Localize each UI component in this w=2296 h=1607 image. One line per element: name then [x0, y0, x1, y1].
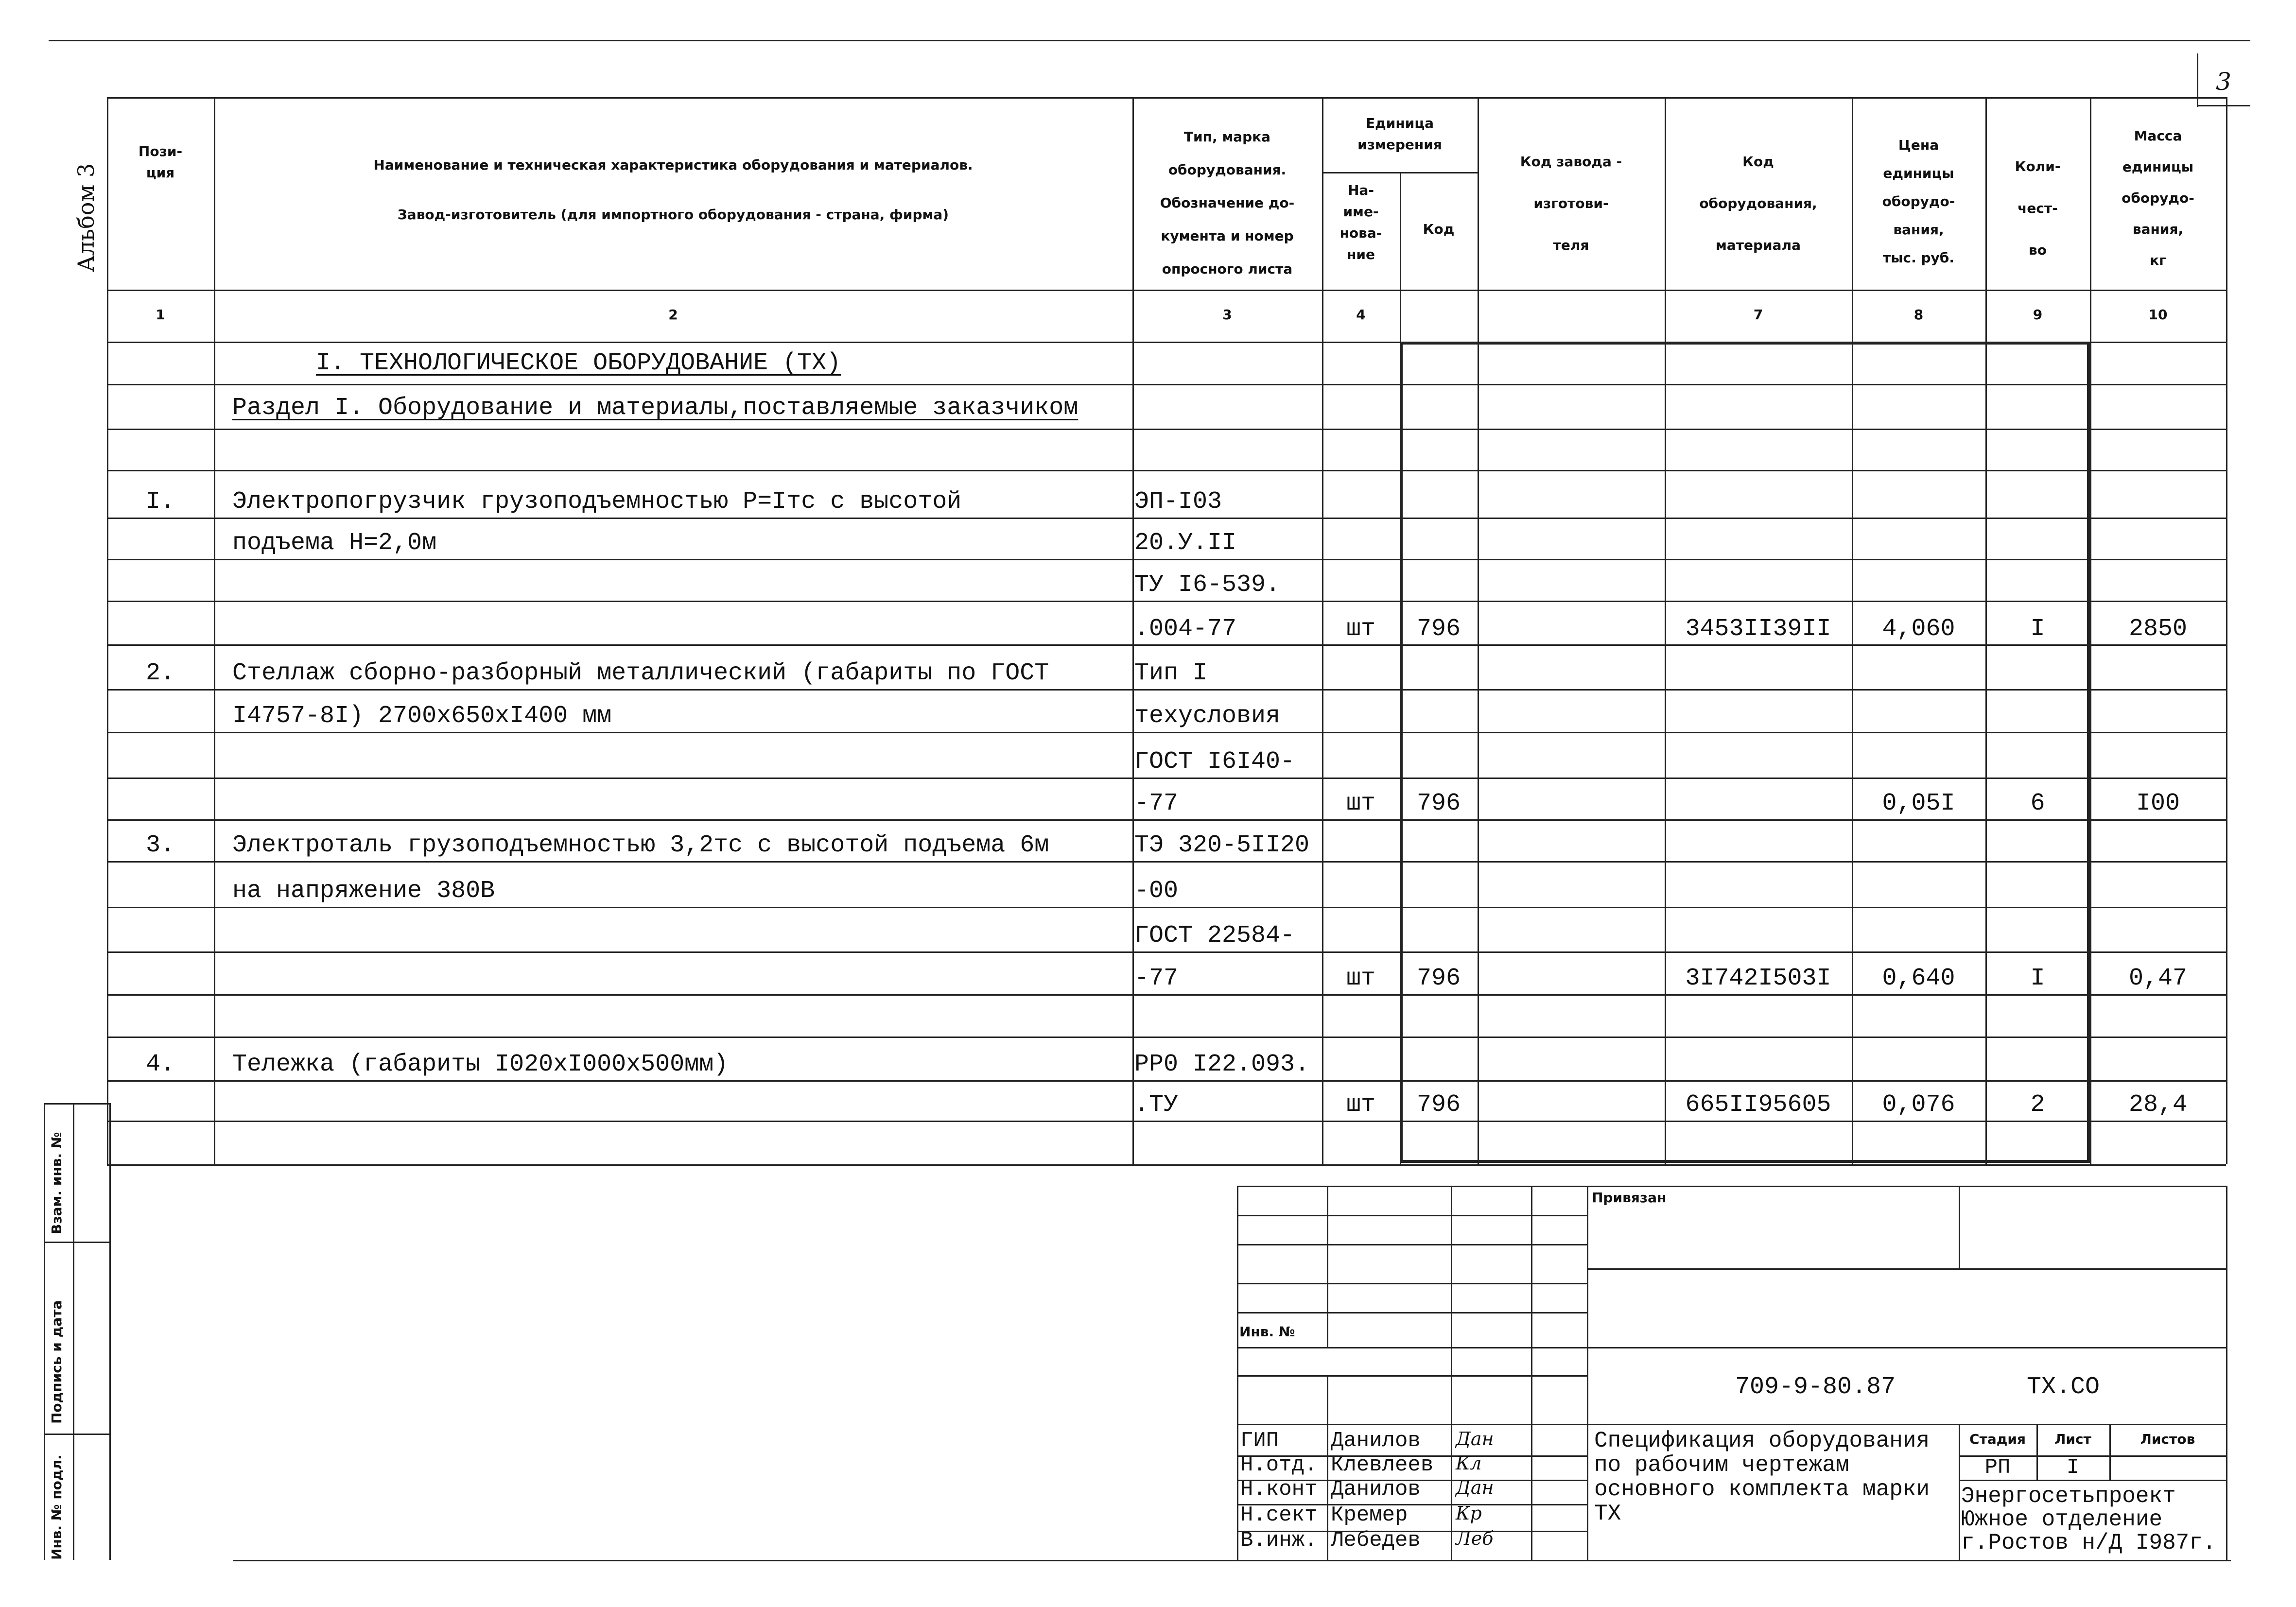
col-number: 9 [2033, 307, 2043, 323]
row-equip-code: 665II95605 [1685, 1091, 1831, 1119]
signer-name: Данилов [1331, 1429, 1421, 1453]
doc-code: 709-9-80.87 [1735, 1373, 1896, 1401]
row-type: ГОСТ I6I40- [1134, 748, 1295, 776]
sheet-label: Лист [2054, 1431, 2091, 1447]
privyazan-label: Привязан [1592, 1190, 1667, 1206]
row-type: .004-77 [1134, 615, 1237, 643]
row-name: подъема Н=2,0м [232, 529, 437, 557]
signer-role: Н.сект [1240, 1503, 1318, 1527]
header-name-line1: Наименование и техническая характеристика оборудования и материалов. [373, 157, 973, 173]
col-number: 8 [1913, 307, 1924, 323]
row-name: Электропогрузчик грузоподъемностью Р=Iтс с высотой [232, 488, 962, 516]
signer-role: Н.конт [1240, 1477, 1318, 1502]
page-number: 3 [2216, 68, 2231, 96]
signer-name: Клевлеев [1331, 1453, 1434, 1477]
row-pos: 2. [145, 659, 175, 687]
sheet-value: I [2066, 1455, 2080, 1480]
col-number: 7 [1753, 307, 1763, 323]
row-name: на напряжение 380В [232, 877, 495, 905]
row-qty: I [2030, 615, 2045, 643]
row-name: Стеллаж сборно-разборный металлический (габариты по ГОСТ [232, 659, 1049, 687]
header-factory-code: Код завода - изготови- теля [1520, 154, 1622, 253]
signer-name: Кремер [1331, 1503, 1408, 1527]
col-number: 4 [1356, 307, 1366, 323]
row-mass: I00 [2136, 790, 2180, 817]
col-number: 2 [668, 307, 678, 323]
header-unit-group: Единица измерения [1357, 115, 1442, 153]
signer-role: ГИП [1240, 1429, 1279, 1453]
row-type: Тип I [1134, 659, 1208, 687]
header-unit-name: На- име- нова- ние [1339, 182, 1382, 262]
subsection-title: Раздел I. Оборудование и материалы,поставляемые заказчиком [232, 394, 1078, 422]
row-unit-code: 796 [1416, 1091, 1461, 1119]
header-name-line2: Завод-изготовитель (для импортного оборудования - страна, фирма) [397, 207, 949, 223]
row-price: 0,05I [1882, 790, 1955, 817]
stamp-podpis: Подпись и дата [49, 1300, 65, 1424]
row-type: ТЭ 320-5II20 [1134, 831, 1310, 859]
signer-name: Лебедев [1331, 1528, 1421, 1553]
row-pos: I. [145, 488, 175, 516]
row-pos: 3. [145, 831, 175, 859]
row-mass: 2850 [2128, 615, 2188, 643]
row-unit-code: 796 [1416, 965, 1461, 992]
header-quantity: Коли- чест- во [2015, 158, 2061, 258]
header-type: Тип, марка оборудования. Обозначение до- кумента и номер опросного листа [1160, 129, 1295, 277]
row-type: ЭП-I03 [1134, 488, 1222, 516]
row-name: Тележка (габариты I020хI000х500мм) [232, 1051, 729, 1078]
doc-title: Спецификация оборудования по рабочим чертежам основного комплекта марки ТХ [1594, 1428, 1930, 1526]
signer-role: В.инж. [1240, 1528, 1318, 1553]
header-mass: Масса единицы оборудо- вания, кг [2122, 128, 2194, 268]
signer-name: Данилов [1331, 1477, 1421, 1502]
row-name: Электроталь грузоподъемностью 3,2тс с высотой подъема 6м [232, 831, 1049, 859]
row-unit: шт [1346, 1091, 1375, 1119]
stamp-inv-podl: Инв. № подл. [49, 1454, 65, 1560]
col-number: 3 [1222, 307, 1232, 323]
row-name: I4757-8I) 2700х650хI400 мм [232, 702, 612, 730]
header-unit-code: Код [1423, 221, 1455, 237]
handwritten-signature: Леб [1456, 1528, 1494, 1549]
header-position: Пози- ция [138, 143, 183, 181]
handwritten-signature: Кр [1456, 1503, 1482, 1524]
row-type: 20.У.II [1134, 529, 1237, 557]
row-unit-code: 796 [1416, 615, 1461, 643]
handwritten-signature: Кл [1456, 1452, 1482, 1474]
handwritten-signature: Дан [1456, 1428, 1494, 1450]
stamp-vzam-inv: Взам. инв. № [49, 1132, 65, 1234]
row-type: ТУ I6-539. [1134, 571, 1281, 599]
header-equipment-code: Код оборудования, материала [1699, 154, 1817, 253]
stage-value: РП [1984, 1455, 2011, 1480]
signer-role: Н.отд. [1240, 1453, 1318, 1477]
row-price: 4,060 [1882, 615, 1955, 643]
row-equip-code: 3I742I503I [1685, 965, 1831, 992]
row-pos: 4. [145, 1051, 175, 1078]
row-mass: 0,47 [2128, 965, 2188, 992]
row-price: 0,076 [1882, 1091, 1955, 1119]
row-type: .ТУ [1134, 1091, 1179, 1119]
row-qty: 6 [2030, 790, 2045, 817]
row-unit: шт [1346, 965, 1375, 992]
row-equip-code: 3453II39II [1685, 615, 1831, 643]
album-label: Альбом 3 [73, 163, 99, 272]
row-unit: шт [1346, 790, 1375, 817]
organization: Энергосетьпроект Южное отделение г.Ростов н/Д I987г. [1961, 1484, 2216, 1555]
row-type: ГОСТ 22584- [1134, 922, 1295, 950]
header-price: Цена единицы оборудо- вания, тыс. руб. [1882, 137, 1955, 266]
row-type: РР0 I22.093. [1134, 1051, 1310, 1078]
row-qty: I [2030, 965, 2045, 992]
row-type: -77 [1134, 965, 1179, 992]
inv-no-label: Инв. № [1239, 1324, 1295, 1340]
row-qty: 2 [2030, 1091, 2045, 1119]
section-title: I. ТЕХНОЛОГИЧЕСКОЕ ОБОРУДОВАНИЕ (ТХ) [316, 349, 841, 377]
row-unit: шт [1346, 615, 1375, 643]
doc-mark: ТХ.СО [2027, 1373, 2100, 1401]
row-type: -00 [1134, 877, 1179, 905]
col-number: 1 [156, 307, 165, 323]
row-type: -77 [1134, 790, 1179, 817]
row-price: 0,640 [1882, 965, 1955, 992]
col-number: 10 [2148, 307, 2168, 323]
row-mass: 28,4 [2128, 1091, 2188, 1119]
sheets-label: Листов [2140, 1431, 2195, 1447]
row-type: техусловия [1134, 702, 1281, 730]
handwritten-signature: Дан [1456, 1477, 1494, 1498]
row-unit-code: 796 [1416, 790, 1461, 817]
stage-label: Стадия [1969, 1431, 2026, 1447]
